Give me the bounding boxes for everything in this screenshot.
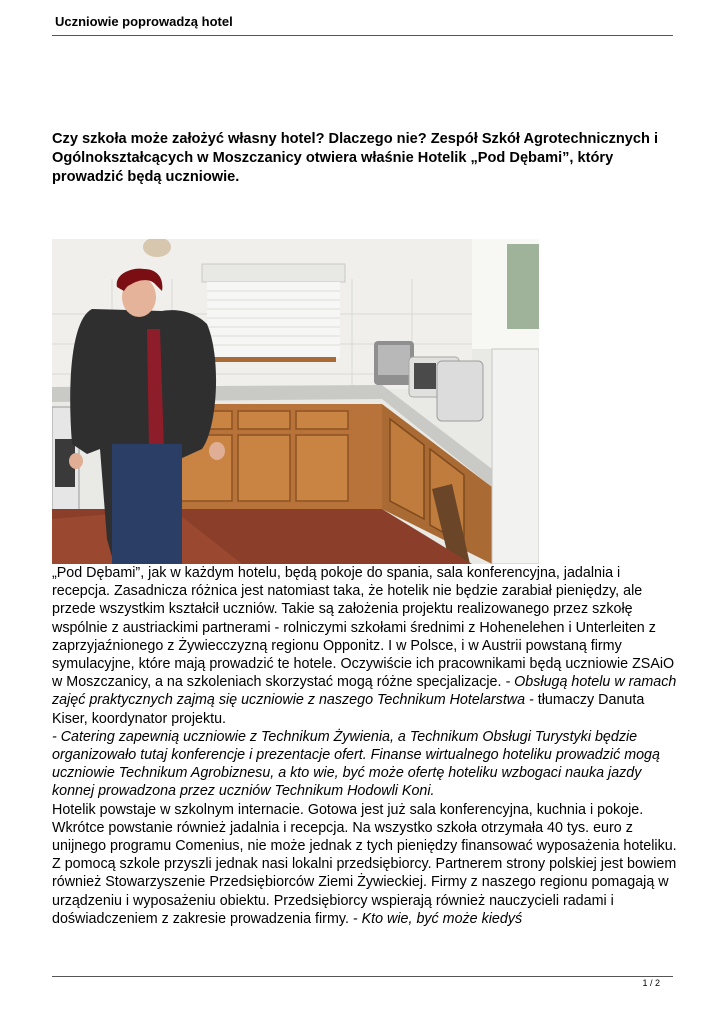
attribution-text: tłumaczy Danuta Kiser, koordynator projektu. xyxy=(52,692,645,727)
quote-text: - Kto wie, być może kiedyś xyxy=(352,910,523,927)
article-paragraph xyxy=(52,801,677,928)
article-paragraph xyxy=(52,728,677,801)
article-photo xyxy=(52,239,539,564)
article-paragraph xyxy=(52,564,677,728)
page-header-title: Uczniowie poprowadzą hotel xyxy=(55,14,233,29)
article-lead: Czy szkoła może założyć własny hotel? Dlaczego nie? Zespół Szkół Agrotechnicznych i Ogólnokształcących w Moszczanicy otwiera właśnie Hotelik „Pod Dębami”, który prowadzić będą uczniowie. xyxy=(52,131,659,185)
header-divider xyxy=(52,35,673,36)
quote-text: - Catering zapewnią uczniowie z Technikum Żywienia, a Technikum Obsługi Turystyki będzie organizowało tutaj konferencje i prezentacje ofert. Finanse wirtualnego hoteliku prowadzić mogą uczniowie Technikum Agrobiznesu, a kto wie, być może ofertę hoteliku wzbogaci nauka jazdy konnej prowadzona przez uczniów Technikum Hodowli Koni. xyxy=(52,728,660,800)
page-number: 1 / 2 xyxy=(642,978,660,988)
paragraph-text: Hotelik powstaje w szkolnym internacie. Gotowa jest już sala konferencyjna, kuchnia i pokoje. Wkrótce powstanie również jadalnia i recepcja. Na wszystko szkoła otrzymała 40 tys. euro z unijnego programu Comenius, nie może jednak z tych pieniędzy finansować wyposażenia hoteliku. Z pomocą szkole przyszli jednak nasi lokalni przedsiębiorcy. Partnerem strony polskiej jest bowiem również Stowarzyszenie Przedsiębiorców Ziemi Żywieckiej. Firmy z naszego regionu pomagają w urządzeniu i wyposażeniu obiektu. Przedsiębiorcy wspierają również nauczycieli radami i doświadczeniem z zakresie prowadzenia firmy. xyxy=(52,801,677,927)
paragraph-text: „Pod Dębami”, jak w każdym hotelu, będą pokoje do spania, sala konferencyjna, jadalnia i recepcja. Zasadnicza różnica jest natomiast taka, że hotelik nie będzie zarabiał pieniędzy, ale przede wszystkim kształcił uczniów. Takie są założenia projektu realizowanego przez szkołę wspólnie z austriackimi partnerami - rolniczymi szkołami średnimi z Hohenelehen i Unterleiten z zaprzyjaźnionego z Żywiecczyzną regionu Opponitz. I w Polsce, i w Austrii powstaną firmy symulacyjne, które mają prowadzić te hotele. Oczywiście ich pracownikami będą uczniowie ZSAiO w Moszczanicy, a na szkoleniach skorzystać mogą różne specjalizacje. xyxy=(52,565,675,691)
article-body xyxy=(52,564,677,928)
footer-divider xyxy=(52,976,673,977)
quote-text: - Obsługą hotelu w ramach zajęć praktycznych zajmą się uczniowie z naszego Technikum Hotelarstwa - xyxy=(52,674,677,709)
